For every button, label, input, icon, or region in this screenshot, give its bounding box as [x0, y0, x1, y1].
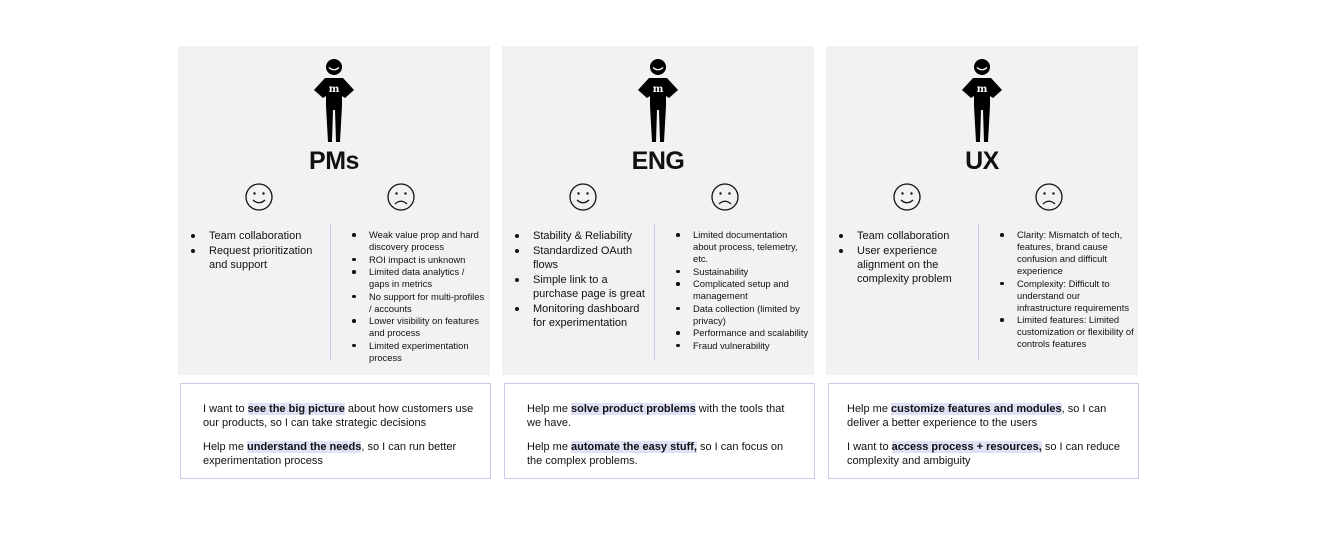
- need-text: I want to: [203, 403, 248, 415]
- needs-box: [828, 383, 1139, 479]
- need-text: so I can reduce complexity and ambiguity: [847, 441, 1121, 467]
- list-item: ROI impact is unknown: [350, 254, 486, 266]
- list-item: Team collaboration: [838, 229, 976, 243]
- list-item: Stability & Reliability: [514, 229, 652, 243]
- needs-box: [180, 383, 491, 479]
- list-item: Sustainability: [674, 266, 810, 278]
- smile-face-icon: [244, 182, 274, 212]
- smile-face-icon: [568, 182, 598, 212]
- column-divider: [978, 224, 979, 360]
- list-item: Lower visibility on features and process: [350, 315, 486, 339]
- column-divider: [654, 224, 655, 360]
- need-highlight: automate the easy stuff,: [571, 441, 697, 453]
- persona-title: PMs: [309, 147, 359, 175]
- list-item: Complicated setup and management: [674, 278, 810, 302]
- negatives-list: [350, 229, 486, 364]
- list-item: Weak value prop and hard discovery process: [350, 229, 486, 253]
- list-item: Complexity: Difficult to understand our infrastructure requirements: [998, 278, 1134, 314]
- need-text: with the tools that we have.: [527, 403, 785, 429]
- svg-text:m: m: [652, 84, 664, 95]
- need-text: Help me: [203, 441, 248, 453]
- need-highlight: see the big picture: [247, 403, 345, 415]
- svg-text:m: m: [328, 84, 340, 95]
- sad-face-icon: [710, 182, 740, 212]
- persona-title: UX: [965, 147, 999, 175]
- list-item: Limited experimentation process: [350, 340, 486, 364]
- list-item: Fraud vulnerability: [674, 340, 810, 352]
- negatives-list: [674, 229, 810, 352]
- svg-text:m: m: [976, 84, 988, 95]
- list-item: Monitoring dashboard for experimentation: [514, 302, 652, 330]
- positives-list: [838, 229, 976, 287]
- need-highlight: solve product problems: [571, 403, 696, 415]
- need-highlight: access process + resources,: [891, 441, 1042, 453]
- persona-card: [178, 46, 490, 375]
- sad-face-icon: [386, 182, 416, 212]
- need-statement: [203, 402, 474, 430]
- need-statement: [527, 402, 798, 430]
- negatives-list: [998, 229, 1134, 351]
- need-statement: [527, 440, 798, 468]
- list-item: Simple link to a purchase page is great: [514, 273, 652, 301]
- need-statement: [847, 402, 1122, 430]
- need-text: Help me: [527, 441, 572, 453]
- need-text: about how customers use our products, so I can take strategic decisions: [203, 403, 474, 429]
- list-item: Request prioritization and support: [190, 244, 328, 272]
- positives-list: [514, 229, 652, 331]
- persona-ux: [826, 46, 1138, 467]
- list-item: Limited documentation about process, telemetry, etc.: [674, 229, 810, 265]
- need-highlight: customize features and modules: [891, 403, 1062, 415]
- list-item: Limited features: Limited customization or flexibility of controls features: [998, 314, 1134, 350]
- need-statement: [203, 440, 474, 468]
- list-item: Performance and scalability: [674, 327, 810, 339]
- need-highlight: understand the needs: [247, 441, 362, 453]
- list-item: Limited data analytics / gaps in metrics: [350, 266, 486, 290]
- column-divider: [330, 224, 331, 360]
- person-icon: [310, 58, 358, 146]
- smile-face-icon: [892, 182, 922, 212]
- list-item: Team collaboration: [190, 229, 328, 243]
- need-text: Help me: [527, 403, 572, 415]
- person-icon: [634, 58, 682, 146]
- list-item: Data collection (limited by privacy): [674, 303, 810, 327]
- need-text: , so I can deliver a better experience to the users: [847, 403, 1107, 429]
- needs-box: [504, 383, 815, 479]
- positives-list: [190, 229, 328, 273]
- persona-card: [502, 46, 814, 375]
- sad-face-icon: [1034, 182, 1064, 212]
- persona-eng: [502, 46, 814, 467]
- need-text: Help me: [847, 403, 892, 415]
- person-icon: [958, 58, 1006, 146]
- need-statement: [847, 440, 1122, 468]
- need-text: I want to: [847, 441, 892, 453]
- need-text: , so I can run better experimentation process: [203, 441, 457, 467]
- persona-card: [826, 46, 1138, 375]
- need-text: so I can focus on the complex problems.: [527, 441, 784, 467]
- list-item: No support for multi-profiles / accounts: [350, 291, 486, 315]
- persona-pms: [178, 46, 490, 467]
- persona-title: ENG: [631, 147, 685, 175]
- list-item: Clarity: Mismatch of tech, features, brand cause confusion and difficult experience: [998, 229, 1134, 277]
- list-item: User experience alignment on the complexity problem: [838, 244, 976, 286]
- list-item: Standardized OAuth flows: [514, 244, 652, 272]
